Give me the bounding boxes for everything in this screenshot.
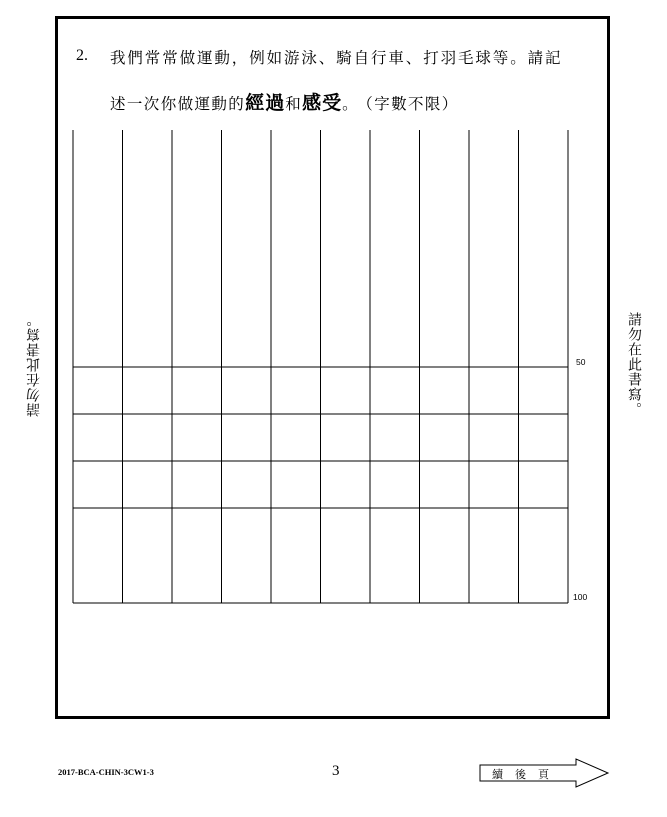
do-not-write-notice-left: 請勿在此書寫。 <box>26 312 42 417</box>
char-count-50: 50 <box>576 357 586 367</box>
continue-label: 續後頁 <box>492 768 561 781</box>
question-text-line1: 我們常常做運動，例如游泳、騎自行車、打羽毛球等。請記 <box>110 49 563 67</box>
do-not-write-notice-right: 請勿在此書寫。 <box>626 312 642 417</box>
question-connector: 和 <box>285 95 303 113</box>
word-limit-note: （字數不限） <box>365 95 459 113</box>
keyword-process: 經過 <box>245 92 286 114</box>
paper-code: 2017-BCA-CHIN-3CW1-3 <box>58 767 154 777</box>
continue-arrow <box>478 757 610 789</box>
char-count-100: 100 <box>573 592 588 602</box>
question-period: 。 <box>342 95 360 113</box>
question-text-prefix: 述一次你做運動的 <box>110 95 246 113</box>
question-number: 2. <box>76 47 88 64</box>
keyword-feeling: 感受 <box>302 92 343 114</box>
page-number: 3 <box>332 763 340 779</box>
